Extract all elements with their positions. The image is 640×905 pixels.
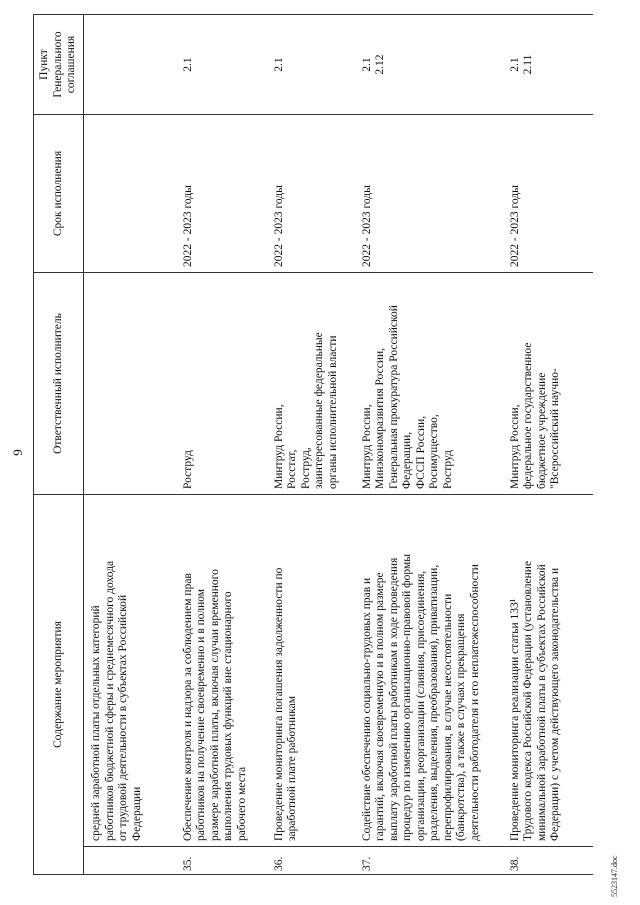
- row-clause: 2.1: [176, 15, 267, 115]
- row-clause: [84, 15, 176, 115]
- row-deadline: 2022 - 2023 годы: [503, 115, 593, 273]
- row-deadline: [84, 115, 176, 273]
- carryover-text: средней заработной платы отдельных категорий работников бюджетной сферы и среднемесячного дохода от трудовой деятельности в субъектах Российской Федерации: [84, 495, 176, 847]
- row-number: 35.: [176, 847, 267, 875]
- table-row: [84, 15, 176, 875]
- header-content: Содержание мероприятия: [34, 495, 84, 875]
- header-executor: Ответственный исполнитель: [34, 273, 84, 495]
- file-name-footer: 5523147.doc: [610, 855, 619, 897]
- row-number: [84, 847, 176, 875]
- measures-table: [33, 14, 593, 875]
- table-row: [503, 15, 593, 875]
- row-deadline: 2022 - 2023 годы: [176, 115, 267, 273]
- table-row: [176, 15, 267, 875]
- row-executor: Роструд: [176, 273, 267, 495]
- row-executor: [84, 273, 176, 495]
- header-clause: Пункт Генерального соглашения: [34, 15, 84, 115]
- table-row: [267, 15, 355, 875]
- row-deadline: 2022 - 2023 годы: [355, 115, 503, 273]
- row-clause: 2.1 2.11: [503, 15, 593, 115]
- row-number: 36.: [267, 847, 355, 875]
- row-content: Обеспечение контроля и надзора за соблюдением прав работников на получение своевременно и в полном размере заработной платы, включая случаи временного выполнения трудовых функций вне стационарного рабочего места: [176, 495, 267, 847]
- row-number: 38.: [503, 847, 593, 875]
- page-number: 9: [10, 449, 25, 456]
- row-number: 37.: [355, 847, 503, 875]
- row-clause: 2.1 2.12: [355, 15, 503, 115]
- row-deadline: 2022 - 2023 годы: [267, 115, 355, 273]
- row-executor: Минтруд России, Росстат, Роструд, заинтересованные федеральные органы исполнительной власти: [267, 273, 355, 495]
- table-row: [355, 15, 503, 875]
- row-clause: 2.1: [267, 15, 355, 115]
- table-header-row: [34, 15, 84, 875]
- header-deadline: Срок исполнения: [34, 115, 84, 273]
- row-executor: Минтруд России, федеральное государственное бюджетное учреждение "Всероссийский научно-: [503, 273, 593, 495]
- row-content: Содействие обеспечению социально-трудовых прав и гарантий, включая своевременную и в полном размере выплату заработной платы работникам в ходе проведения процедур по изменению организационно-правовой формы организации, реорганизации (слияния, присоединения, разделения, выделения, преобразования), приватизации, перепрофилирования, в случае несостоятельности (банкротства), а также в случаях прекращения деятельности работодателя и его неплатежеспособности: [355, 495, 503, 847]
- row-content: Проведение мониторинга реализации статьи 133¹ Трудового кодекса Российской Федерации (установление минимальной заработной платы в субъектах Российской Федерации) с учетом действующего законодательства и: [503, 495, 593, 847]
- row-executor: Минтруд России, Минэкономразвития России, Генеральная прокуратура Российской Федерации, ФССП России, Росимущество, Роструд: [355, 273, 503, 495]
- row-content: Проведение мониторинга погашения задолженности по заработной плате работникам: [267, 495, 355, 847]
